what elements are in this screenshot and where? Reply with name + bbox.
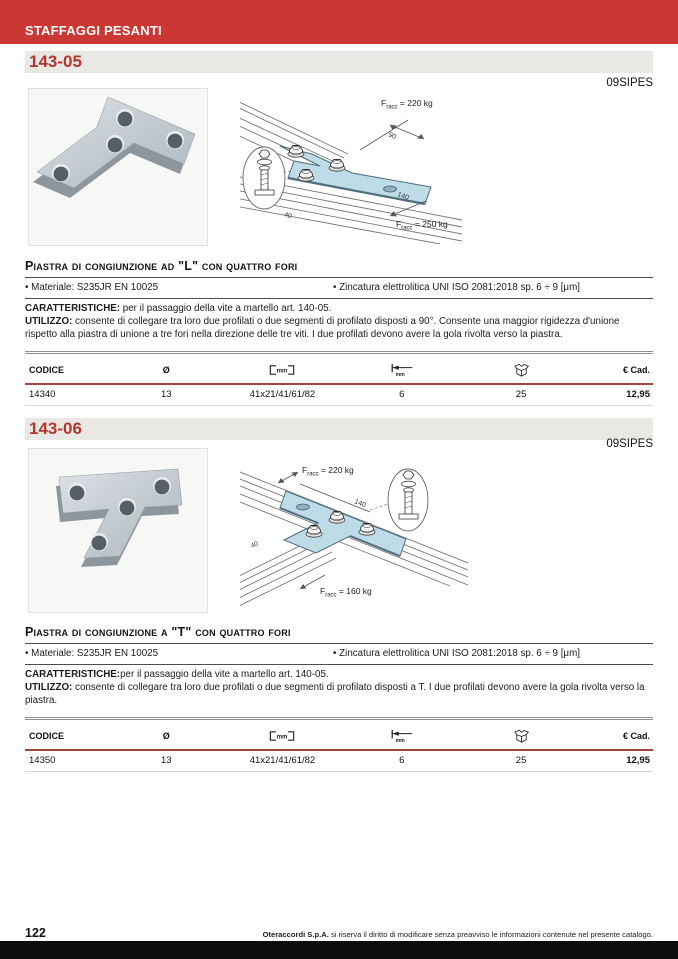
plate-hole xyxy=(297,504,310,510)
package-box-icon xyxy=(513,362,530,378)
bolt-detail-circle xyxy=(370,469,428,531)
cell-price: 12,95 xyxy=(626,388,650,400)
article-code: 143-05 xyxy=(29,52,82,71)
thickness-mm-icon xyxy=(388,363,416,377)
col-price: € Cad. xyxy=(622,364,650,375)
col-diameter: Ø xyxy=(162,730,170,741)
cell-codice: 14350 xyxy=(29,754,56,766)
product-description xyxy=(25,625,653,772)
spec-bullets xyxy=(25,281,653,294)
svg-text:mm: mm xyxy=(277,734,288,741)
col-dimensions xyxy=(213,718,351,750)
dim-40-label: 40 xyxy=(283,211,293,221)
product-section-143-06 xyxy=(25,418,653,766)
dim-90-label: 90 xyxy=(387,131,398,141)
cell-diameter: 13 xyxy=(160,754,172,766)
cell-thickness: 6 xyxy=(399,754,405,766)
col-pack xyxy=(452,352,590,384)
product-title: Piastra di congiunzione ad "L" con quattro fori xyxy=(25,259,298,273)
spec-bullets xyxy=(25,647,653,660)
thickness-mm-icon xyxy=(388,729,416,743)
dim-140-label: 140 xyxy=(396,191,410,202)
l-plate-photo-drawing xyxy=(29,89,207,245)
technical-drawing-t-joint xyxy=(240,450,468,620)
cell-dimensions: 41x21/41/61/82 xyxy=(249,388,316,400)
col-price: € Cad. xyxy=(622,730,650,741)
divider xyxy=(25,277,653,278)
spec-table-row xyxy=(25,750,653,772)
product-photo-l-plate xyxy=(28,88,208,246)
caratteristiche-line: CARATTERISTICHE:per il passaggio della vite a martello art. 140-05. xyxy=(25,669,329,680)
caratteristiche-line: CARATTERISTICHE: per il passaggio della vite a martello art. 140-05. xyxy=(25,303,332,314)
width-mm-icon xyxy=(268,363,296,377)
col-codice: CODICE xyxy=(29,364,65,375)
hex-nut xyxy=(288,146,304,158)
package-box-icon xyxy=(513,728,530,744)
t-plate-photo-drawing xyxy=(29,449,207,612)
cell-dimensions: 41x21/41/61/82 xyxy=(249,754,316,766)
cell-codice: 14340 xyxy=(29,388,56,400)
page-number: 122 xyxy=(25,926,46,940)
force-top-label: $F_{racc} = 220$ kg xyxy=(381,98,433,111)
product-title: Piastra di congiunzione a "T" con quattro fori xyxy=(25,625,291,639)
cell-price: 12,95 xyxy=(626,754,650,766)
product-photo-t-plate xyxy=(28,448,208,613)
feature-paragraphs xyxy=(25,303,653,342)
svg-text:mm: mm xyxy=(277,368,288,375)
dim-40-label: 40 xyxy=(249,540,260,550)
bottom-black-band xyxy=(0,941,678,959)
feature-paragraphs xyxy=(25,669,653,708)
cell-pack: 25 xyxy=(515,388,527,400)
col-thickness xyxy=(352,718,452,750)
cell-diameter: 13 xyxy=(160,388,172,400)
force-bottom-label: $F_{racc} = 160$ kg xyxy=(320,586,372,599)
hex-nut xyxy=(329,160,345,172)
category-title: STAFFAGGI PESANTI xyxy=(25,23,162,38)
spec-table xyxy=(25,717,653,772)
plate-hole xyxy=(384,186,397,192)
divider xyxy=(25,664,653,665)
article-code-band xyxy=(25,51,653,73)
spec-table xyxy=(25,351,653,406)
coating-spec: • Zincatura elettrolitica UNI ISO 2081:2018 sp. 6 ÷ 9 [μm] xyxy=(333,282,580,293)
svg-text:mm: mm xyxy=(395,371,405,377)
col-dimensions xyxy=(213,352,351,384)
force-top-label: $F_{racc} = 220$ kg xyxy=(302,465,354,478)
category-header-band xyxy=(0,0,678,44)
col-thickness xyxy=(352,352,452,384)
article-code-band xyxy=(25,418,653,440)
product-section-143-05 xyxy=(25,51,653,400)
utilizzo-line: UTILIZZO: consente di collegare tra loro due profilati o due segmenti di profilato disposti a 90°. Consente una maggior rigidezza d'unione rispetto alla piastra di unione a tre fori nella direzione delle tre viti. I due profilati devono avere la gola rivolta verso la piastra. xyxy=(25,315,620,340)
material-spec: • Materiale: S235JR EN 10025 xyxy=(25,282,159,293)
spec-table-header-row xyxy=(25,718,653,750)
col-pack xyxy=(452,718,590,750)
cell-pack: 25 xyxy=(515,754,527,766)
footer-disclaimer: Oteraccordi S.p.A. si riserva il diritto di modificare senza preavviso le informazioni contenute nel presente catalogo. xyxy=(262,930,653,939)
technical-drawing-l-joint xyxy=(240,92,462,244)
force-bottom-label: $F_{racc} = 250$ kg xyxy=(396,219,448,232)
width-mm-icon xyxy=(268,729,296,743)
dim-140-label: 140 xyxy=(353,498,367,510)
cell-thickness: 6 xyxy=(399,388,405,400)
spec-table-header-row xyxy=(25,352,653,384)
brand-code: 09SIPES xyxy=(606,438,653,450)
divider xyxy=(25,298,653,299)
utilizzo-line: UTILIZZO: consente di collegare tra loro due profilati o due segmenti di profilato disposti a T. I due profilati devono avere la gola rivolta verso la piastra. xyxy=(25,681,645,706)
coating-spec: • Zincatura elettrolitica UNI ISO 2081:2018 sp. 6 ÷ 9 [μm] xyxy=(333,648,580,659)
material-spec: • Materiale: S235JR EN 10025 xyxy=(25,648,159,659)
svg-text:mm: mm xyxy=(395,737,405,743)
product-description xyxy=(25,259,653,406)
spec-table-row xyxy=(25,384,653,406)
col-diameter: Ø xyxy=(162,364,170,375)
t-plate xyxy=(280,491,406,556)
divider xyxy=(25,643,653,644)
brand-code: 09SIPES xyxy=(606,77,653,89)
article-code: 143-06 xyxy=(29,419,82,438)
col-codice: CODICE xyxy=(29,730,65,741)
